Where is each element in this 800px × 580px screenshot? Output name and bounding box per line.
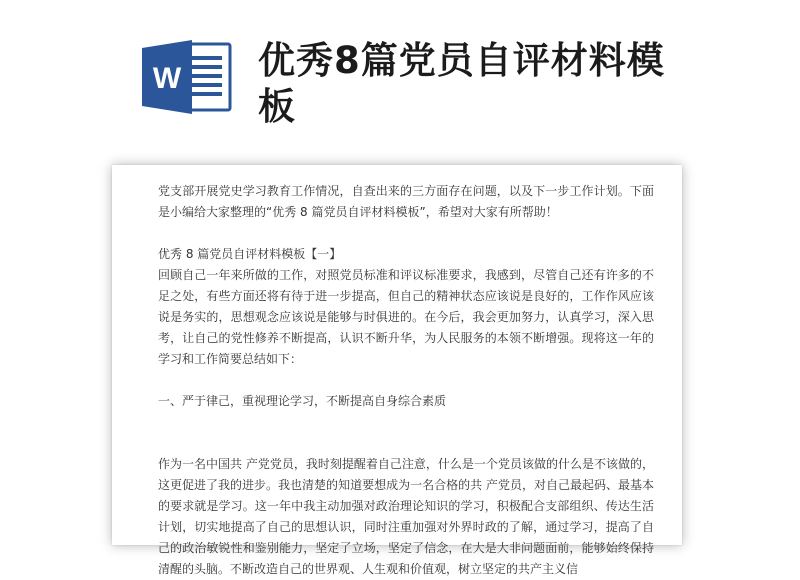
section-heading: 优秀 8 篇党员自评材料模板【一】 <box>158 247 342 261</box>
document-title: 优秀8篇党员自评材料模板 <box>258 39 665 128</box>
intro-paragraph: 党支部开展党史学习教育工作情况，自查出来的三方面存在问题，以及下一步工作计划。下面是小编给大家整理的“优秀 8 篇党员自评材料模板”，希望对大家有所帮助！ <box>158 184 654 219</box>
body-paragraph-2: 作为一名中国共 产党党员，我时刻提醒着自己注意，什么是一个党员该做的什么是不该做的，这更促进了我的进步。我也清楚的知道要想成为一名合格的共 产党员，对自己最起码、最基本的要求就是学习。这一年中我主动加强对政治理论知识的学习，积极配合支部组织、传达生活计划，切实地提高了自己的思想认识，同时注重加强对外界时政的了解，通过学习，提高了自己的政治敏锐性和鉴别能力，坚定了立场，坚定了信念，在大是大非问题面前，能够始终保持清醒的头脑。不断改造自己的世界观、人生观和价值观，树立坚定的共产主义信 <box>158 457 654 576</box>
document-body <box>158 181 654 580</box>
subheading-1: 一、严于律己，重视理论学习，不断提高自身综合素质 <box>158 394 447 408</box>
body-paragraph-1: 回顾自己一年来所做的工作，对照党员标准和评议标准要求，我感到，尽管自己还有许多的不足之处，有些方面还将有待于进一步提高，但自己的精神状态应该说是良好的，工作作风应该说是务实的，思想观念应该说是能够与时俱进的。在今后，我会更加努力，认真学习，深入思考，让自己的党性修养不断提高，认识不断升华，为人民服务的本领不断增强。现将这一年的学习和工作简要总结如下： <box>158 268 654 366</box>
word-icon-letter: W <box>152 62 182 95</box>
word-document-icon <box>140 38 236 116</box>
document-page <box>112 165 682 576</box>
